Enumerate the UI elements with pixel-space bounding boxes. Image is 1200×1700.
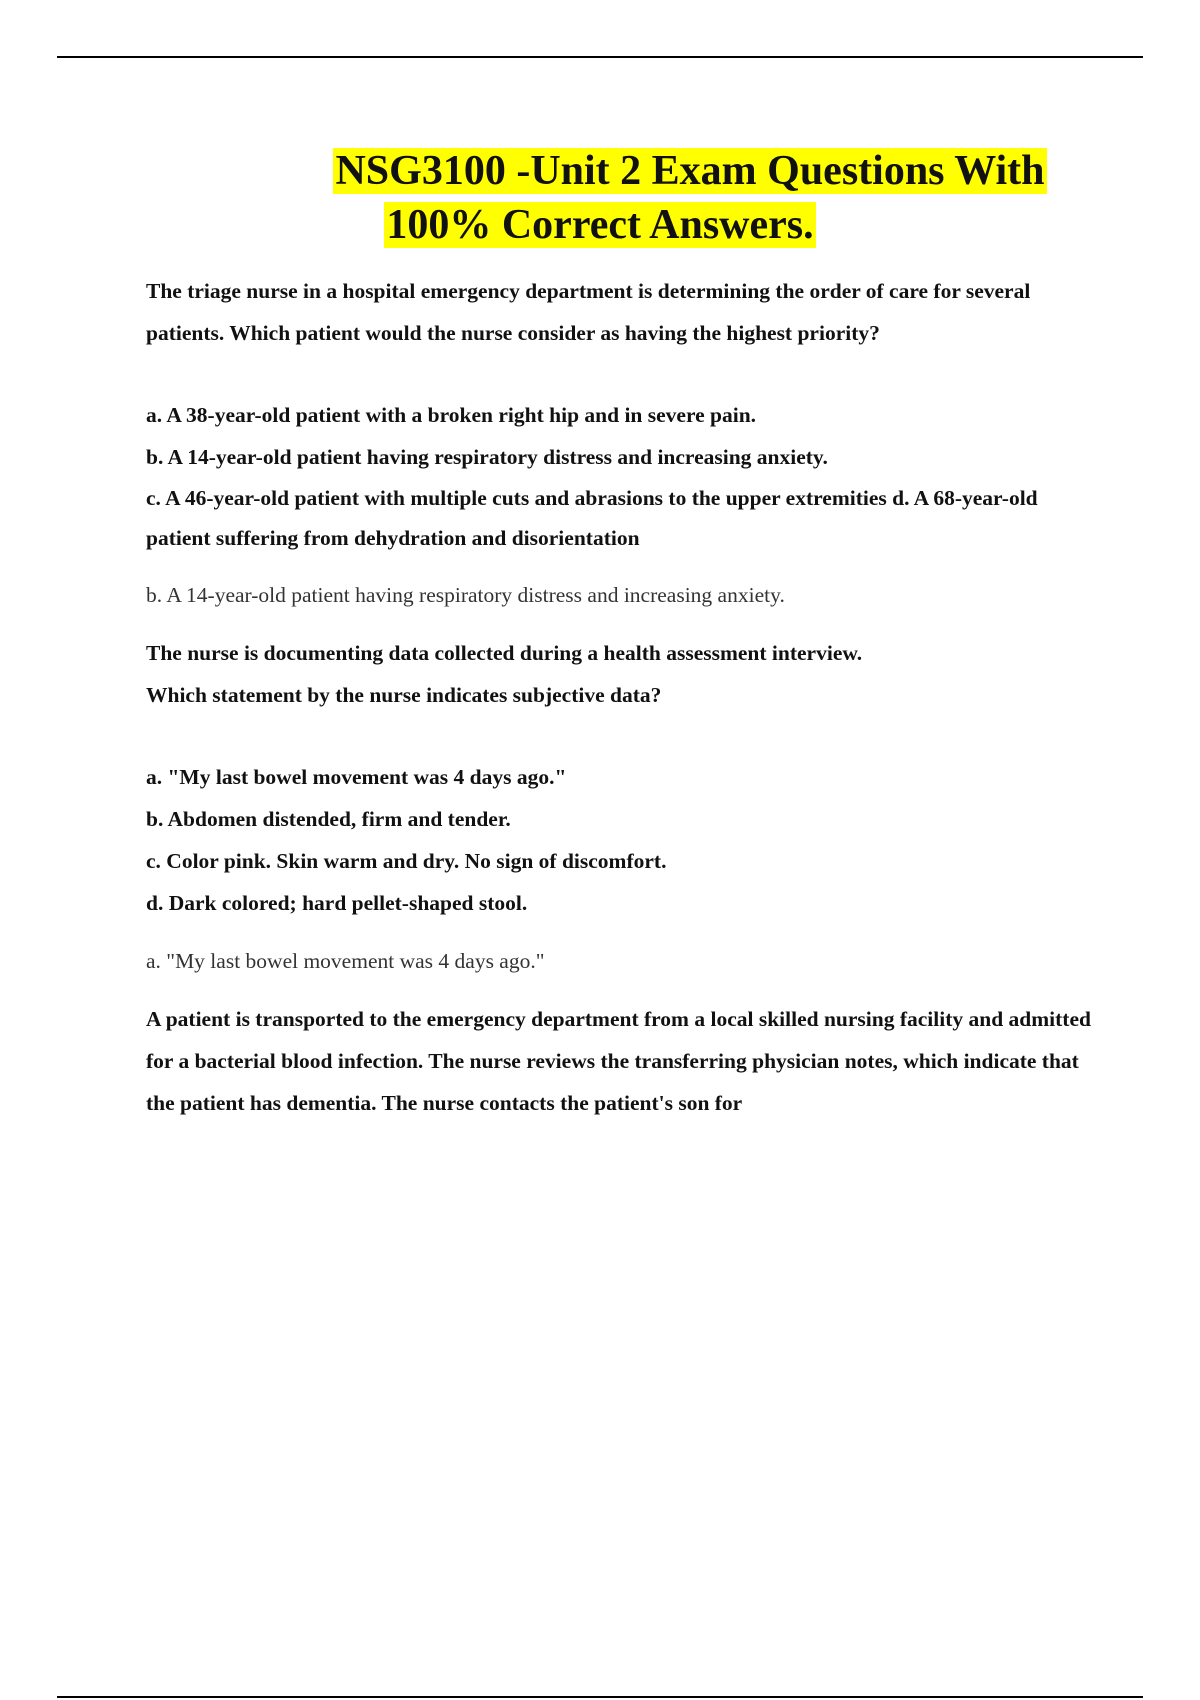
question-2-stem-line-2: Which statement by the nurse indicates subjective data? [146,683,662,707]
header-rule [57,56,1143,58]
title-line-2: 100% Correct Answers. [386,202,814,248]
question-3-stem: A patient is transported to the emergency department from a local skilled nursing facility and admitted for a bacterial blood infection. The nurse reviews the transferring physician notes, which indicate that the patient has dementia. The nurse contacts the patient's son for [146,1007,1091,1115]
question-2-stem-line-1: The nurse is documenting data collected during a health assessment interview. [146,641,863,665]
question-2-option-a: a. "My last bowel movement was 4 days ago." [146,765,567,789]
footer-rule [57,1696,1143,1698]
title-line-1: NSG3100 -Unit 2 Exam Questions With [335,148,1045,194]
question-1-option-a: a. A 38-year-old patient with a broken right hip and in severe pain. [146,403,757,427]
question-2-option-b: b. Abdomen distended, firm and tender. [146,807,511,831]
question-1-option-b: b. A 14-year-old patient having respiratory distress and increasing anxiety. [146,445,828,469]
document-title [0,144,1200,252]
question-2-options [146,756,1106,924]
question-1-option-c-d: c. A 46-year-old patient with multiple cuts and abrasions to the upper extremities d. A 68-year-old patient suffering from dehydration and disorientation [146,486,1038,550]
question-2-answer: a. "My last bowel movement was 4 days ago." [146,949,545,973]
question-2-option-c: c. Color pink. Skin warm and dry. No sign of discomfort. [146,849,667,873]
question-1-options [146,394,1106,558]
question-1-answer: b. A 14-year-old patient having respiratory distress and increasing anxiety. [146,583,785,607]
document-body [146,270,1106,1124]
question-2-option-d: d. Dark colored; hard pellet-shaped stool. [146,891,528,915]
question-1-stem: The triage nurse in a hospital emergency department is determining the order of care for several patients. Which patient would the nurse consider as having the highest priority? [146,279,1031,345]
